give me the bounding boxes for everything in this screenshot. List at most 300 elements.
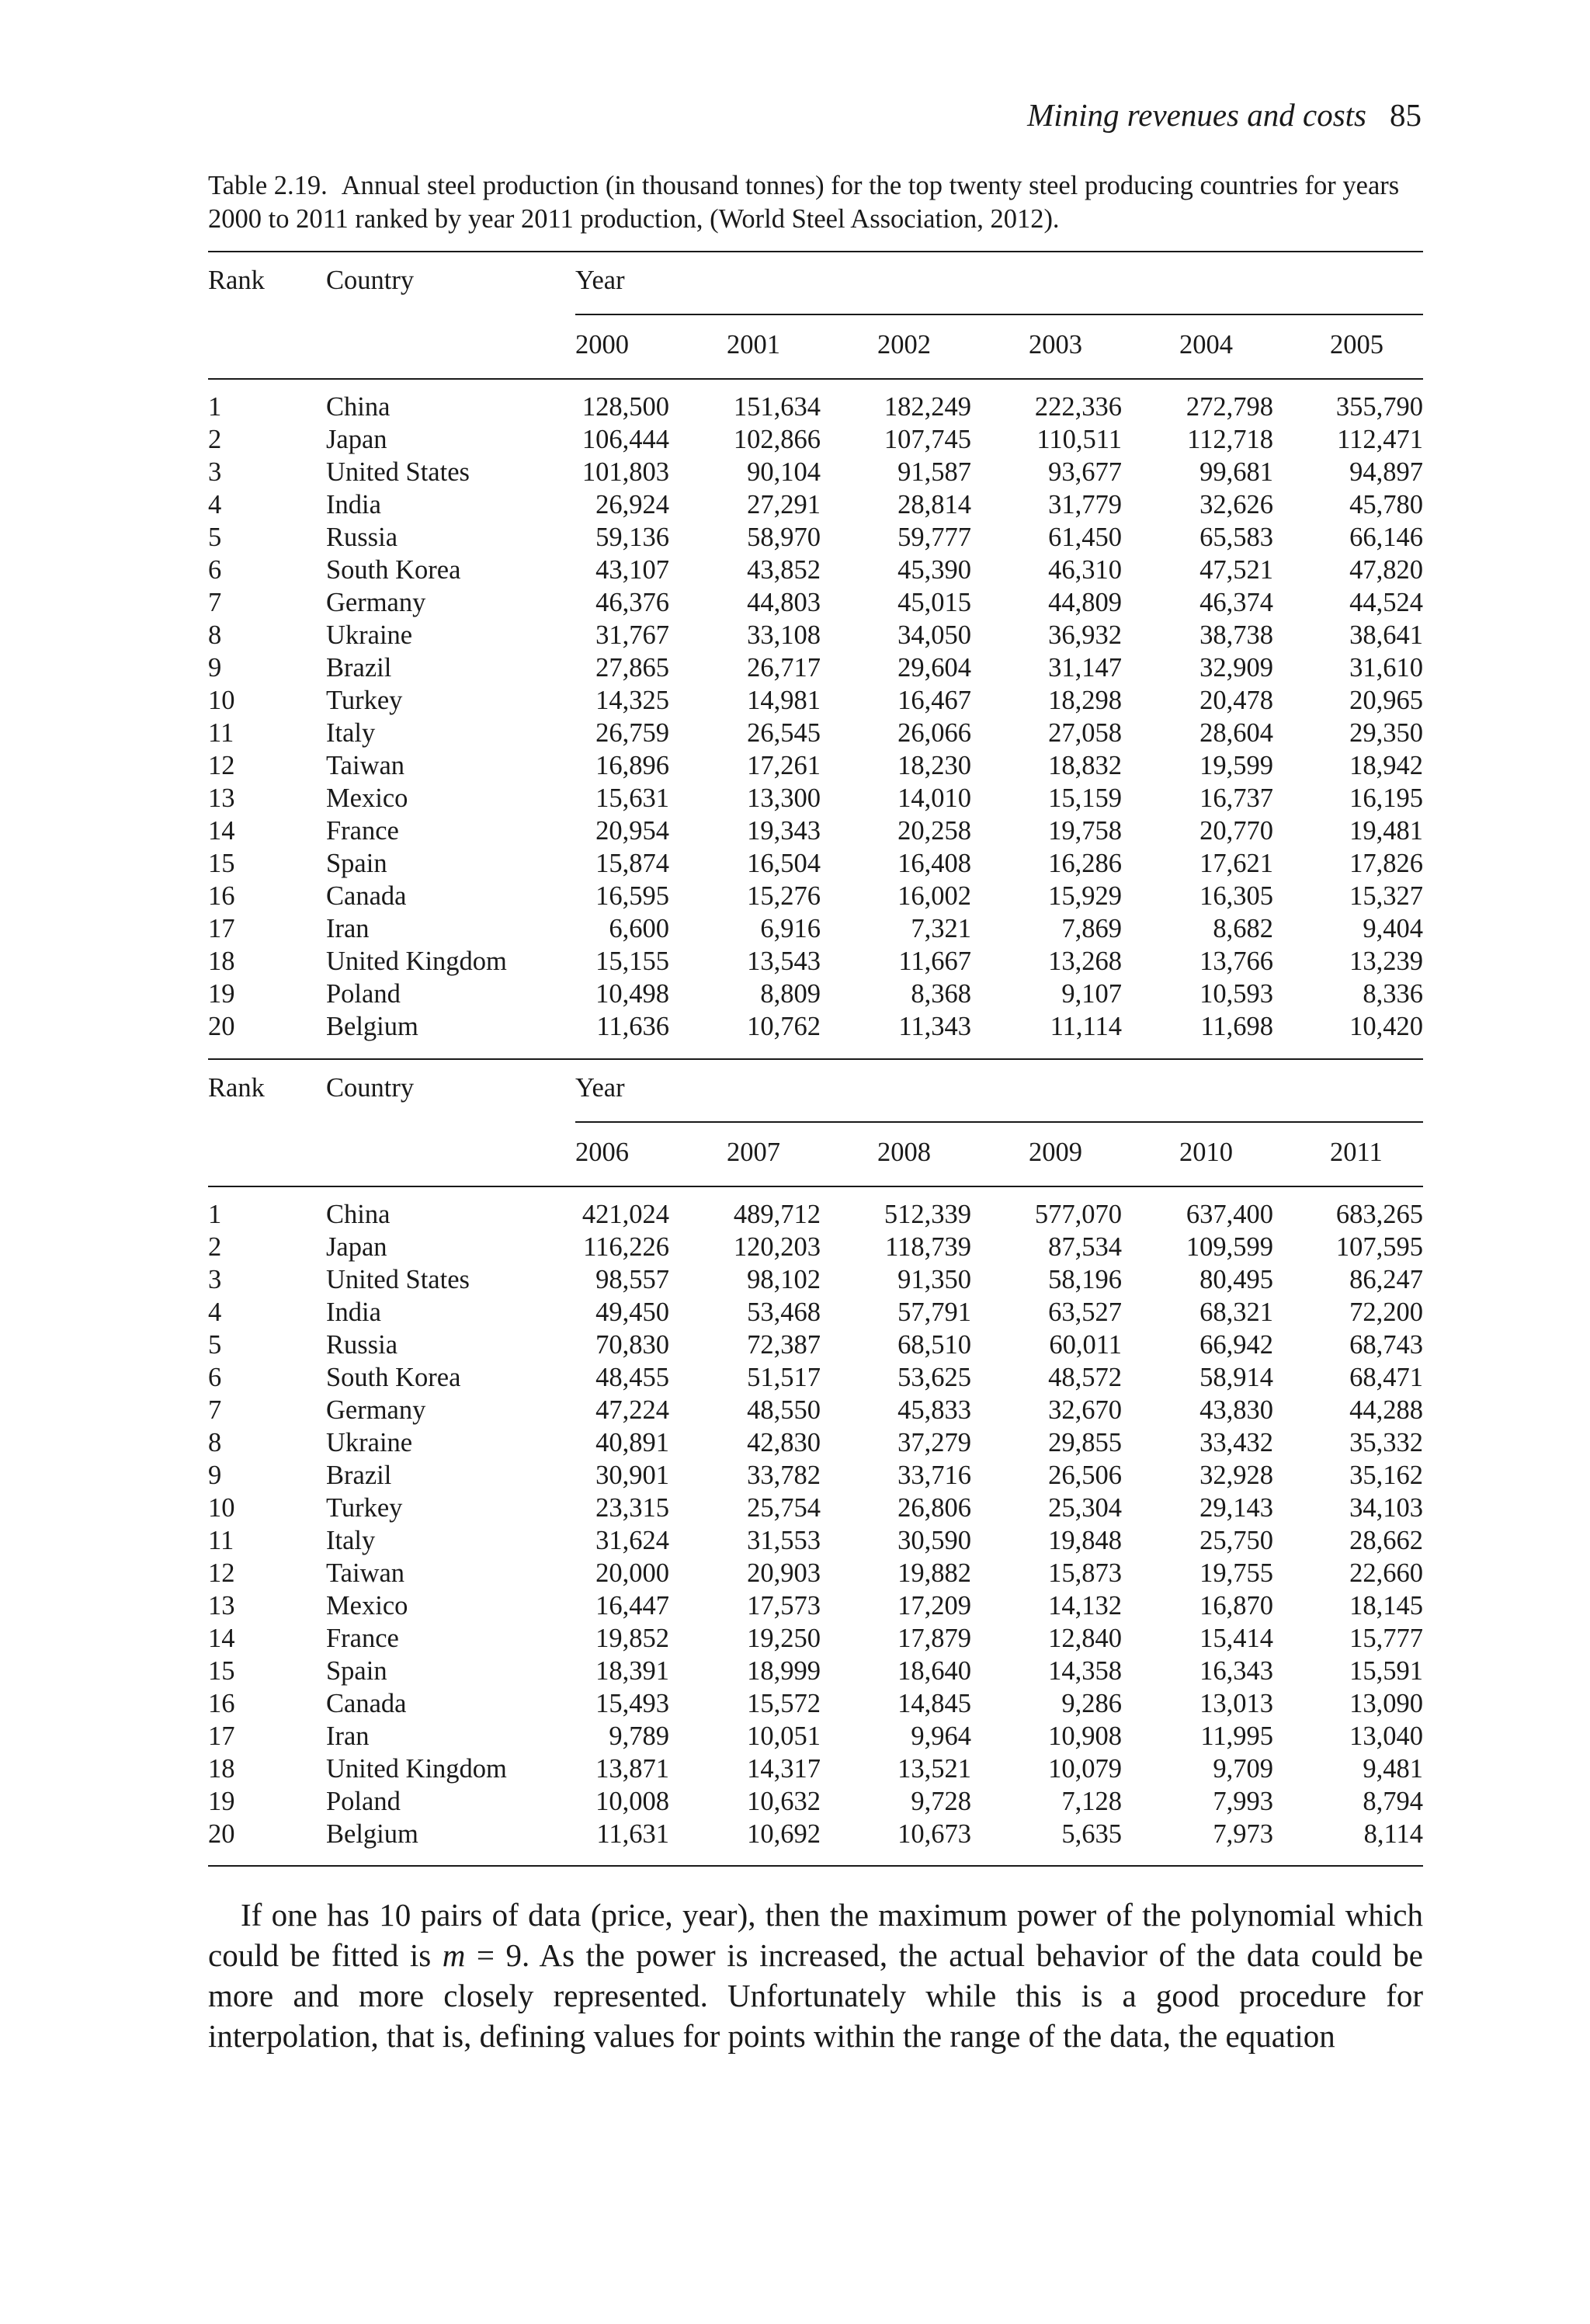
- value-cell: 10,079: [1048, 1754, 1122, 1784]
- value-cell: 14,132: [1048, 1591, 1122, 1621]
- value-cell: 15,572: [747, 1689, 821, 1718]
- country-cell: Turkey: [326, 1493, 403, 1523]
- value-cell: 29,855: [1048, 1428, 1122, 1457]
- table-row: [208, 717, 1423, 749]
- value-cell: 44,288: [1349, 1395, 1423, 1425]
- value-cell: 28,604: [1199, 718, 1273, 748]
- value-cell: 13,766: [1199, 947, 1273, 976]
- value-cell: 16,408: [897, 849, 971, 878]
- value-cell: 7,321: [911, 914, 971, 943]
- rank-cell: 2: [208, 425, 222, 454]
- country-cell: Italy: [326, 1526, 376, 1555]
- rank-cell: 12: [208, 751, 235, 780]
- country-cell: Germany: [326, 1395, 426, 1425]
- year-column-header: 2005: [1330, 330, 1383, 360]
- value-cell: 25,304: [1048, 1493, 1122, 1523]
- country-cell: Italy: [326, 718, 376, 748]
- country-cell: Japan: [326, 1232, 387, 1262]
- value-cell: 33,716: [897, 1461, 971, 1490]
- value-cell: 60,011: [1049, 1330, 1122, 1360]
- rank-cell: 5: [208, 1330, 222, 1360]
- value-cell: 14,981: [747, 686, 821, 715]
- value-cell: 31,147: [1048, 653, 1122, 683]
- value-cell: 9,964: [911, 1721, 971, 1751]
- value-cell: 46,376: [595, 588, 669, 617]
- rank-cell: 19: [208, 1787, 235, 1816]
- value-cell: 33,108: [747, 620, 821, 650]
- rank-cell: 8: [208, 620, 222, 650]
- section-divider-rule: [208, 1058, 1423, 1060]
- value-cell: 18,640: [897, 1656, 971, 1686]
- value-cell: 43,852: [747, 555, 821, 585]
- value-cell: 37,279: [897, 1428, 971, 1457]
- country-cell: Belgium: [326, 1012, 418, 1041]
- value-cell: 13,521: [897, 1754, 971, 1784]
- table-row: [208, 749, 1423, 782]
- value-cell: 13,300: [747, 783, 821, 813]
- value-cell: 34,103: [1349, 1493, 1423, 1523]
- country-cell: France: [326, 816, 399, 846]
- country-cell: South Korea: [326, 1363, 461, 1392]
- value-cell: 43,830: [1199, 1395, 1273, 1425]
- caption-label: Table 2.19.: [208, 171, 328, 200]
- value-cell: 99,681: [1199, 457, 1273, 487]
- value-cell: 66,942: [1199, 1330, 1273, 1360]
- value-cell: 10,673: [897, 1819, 971, 1849]
- value-cell: 9,789: [609, 1721, 669, 1751]
- value-cell: 20,954: [595, 816, 669, 846]
- table-row: [208, 815, 1423, 847]
- value-cell: 32,909: [1199, 653, 1273, 683]
- year-column-header: 2004: [1179, 330, 1233, 360]
- value-cell: 7,973: [1213, 1819, 1273, 1849]
- value-cell: 17,621: [1199, 849, 1273, 878]
- value-cell: 20,770: [1199, 816, 1273, 846]
- year-column-header: 2011: [1330, 1138, 1383, 1167]
- table-row: [208, 912, 1423, 945]
- table-row: [208, 488, 1423, 521]
- country-cell: India: [326, 490, 381, 519]
- country-cell: Brazil: [326, 1461, 392, 1490]
- value-cell: 26,545: [747, 718, 821, 748]
- value-cell: 110,511: [1036, 425, 1122, 454]
- value-cell: 51,517: [747, 1363, 821, 1392]
- value-cell: 15,276: [747, 881, 821, 911]
- year-column-header: 2003: [1029, 330, 1082, 360]
- value-cell: 9,404: [1363, 914, 1423, 943]
- country-cell: Brazil: [326, 653, 392, 683]
- rank-cell: 10: [208, 1493, 235, 1523]
- table-row: [208, 1753, 1423, 1785]
- value-cell: 16,870: [1199, 1591, 1273, 1621]
- value-cell: 48,455: [595, 1363, 669, 1392]
- table-row: [208, 1687, 1423, 1720]
- value-cell: 86,247: [1349, 1265, 1423, 1294]
- value-cell: 15,414: [1199, 1624, 1273, 1653]
- value-cell: 29,350: [1349, 718, 1423, 748]
- value-cell: 16,002: [897, 881, 971, 911]
- value-cell: 11,631: [596, 1819, 669, 1849]
- value-cell: 91,350: [897, 1265, 971, 1294]
- value-cell: 68,510: [897, 1330, 971, 1360]
- country-cell: Spain: [326, 849, 387, 878]
- country-cell: Canada: [326, 1689, 407, 1718]
- value-cell: 8,368: [911, 979, 971, 1009]
- value-cell: 30,901: [595, 1461, 669, 1490]
- value-cell: 107,595: [1335, 1232, 1423, 1262]
- table-row: [208, 684, 1423, 717]
- value-cell: 489,712: [733, 1200, 821, 1229]
- value-cell: 9,286: [1061, 1689, 1122, 1718]
- value-cell: 34,050: [897, 620, 971, 650]
- year-column-header: 2007: [727, 1138, 780, 1167]
- value-cell: 19,755: [1199, 1558, 1273, 1588]
- rank-cell: 5: [208, 523, 222, 552]
- table-row: [208, 1589, 1423, 1622]
- value-cell: 58,914: [1199, 1363, 1273, 1392]
- value-cell: 109,599: [1186, 1232, 1273, 1262]
- value-cell: 12,840: [1048, 1624, 1122, 1653]
- table-row: [208, 1557, 1423, 1589]
- value-cell: 15,591: [1349, 1656, 1423, 1686]
- value-cell: 13,239: [1349, 947, 1423, 976]
- value-cell: 26,066: [897, 718, 971, 748]
- value-cell: 59,136: [595, 523, 669, 552]
- value-cell: 91,587: [897, 457, 971, 487]
- year-column-header: 2009: [1029, 1138, 1082, 1167]
- value-cell: 38,738: [1199, 620, 1273, 650]
- rank-cell: 18: [208, 947, 235, 976]
- country-cell: United Kingdom: [326, 947, 507, 976]
- value-cell: 87,534: [1048, 1232, 1122, 1262]
- table-row: [208, 456, 1423, 488]
- table-row: [208, 847, 1423, 880]
- table-row: [208, 1818, 1423, 1850]
- rank-cell: 14: [208, 1624, 235, 1653]
- table-row: [208, 586, 1423, 619]
- rank-cell: 14: [208, 816, 235, 846]
- year-header: Year: [575, 1073, 625, 1103]
- value-cell: 61,450: [1048, 523, 1122, 552]
- table-row: [208, 978, 1423, 1010]
- value-cell: 13,543: [747, 947, 821, 976]
- value-cell: 20,903: [747, 1558, 821, 1588]
- rank-cell: 8: [208, 1428, 222, 1457]
- country-cell: Germany: [326, 588, 426, 617]
- value-cell: 35,162: [1349, 1461, 1423, 1490]
- value-cell: 10,762: [747, 1012, 821, 1041]
- table-row: [208, 1622, 1423, 1655]
- year-column-header: 2008: [877, 1138, 931, 1167]
- rank-cell: 17: [208, 914, 235, 943]
- table-row: [208, 651, 1423, 684]
- value-cell: 6,916: [760, 914, 821, 943]
- rank-header: Rank: [208, 1073, 265, 1103]
- value-cell: 49,450: [595, 1297, 669, 1327]
- country-cell: South Korea: [326, 555, 461, 585]
- value-cell: 33,432: [1199, 1428, 1273, 1457]
- year-rule: [575, 1121, 1423, 1123]
- year-column-header: 2002: [877, 330, 931, 360]
- value-cell: 32,670: [1048, 1395, 1122, 1425]
- rank-cell: 6: [208, 555, 222, 585]
- value-cell: 19,250: [747, 1624, 821, 1653]
- country-cell: Japan: [326, 425, 387, 454]
- table-row: [208, 1231, 1423, 1263]
- value-cell: 44,803: [747, 588, 821, 617]
- value-cell: 25,754: [747, 1493, 821, 1523]
- table-row: [208, 1296, 1423, 1329]
- value-cell: 53,468: [747, 1297, 821, 1327]
- value-cell: 16,286: [1048, 849, 1122, 878]
- value-cell: 31,553: [747, 1526, 821, 1555]
- value-cell: 683,265: [1335, 1200, 1423, 1229]
- table-row: [208, 1010, 1423, 1043]
- rank-cell: 1: [208, 1200, 222, 1229]
- rank-cell: 13: [208, 1591, 235, 1621]
- value-cell: 93,677: [1048, 457, 1122, 487]
- value-cell: 10,593: [1199, 979, 1273, 1009]
- value-cell: 14,010: [897, 783, 971, 813]
- table-row: [208, 1198, 1423, 1231]
- value-cell: 19,343: [747, 816, 821, 846]
- value-cell: 10,632: [747, 1787, 821, 1816]
- value-cell: 101,803: [581, 457, 669, 487]
- country-cell: Turkey: [326, 686, 403, 715]
- rank-cell: 1: [208, 392, 222, 422]
- value-cell: 94,897: [1349, 457, 1423, 487]
- table-row: [208, 1492, 1423, 1524]
- table-row: [208, 880, 1423, 912]
- value-cell: 16,195: [1349, 783, 1423, 813]
- value-cell: 15,327: [1349, 881, 1423, 911]
- value-cell: 17,261: [747, 751, 821, 780]
- value-cell: 112,718: [1187, 425, 1273, 454]
- value-cell: 16,447: [595, 1591, 669, 1621]
- country-cell: Ukraine: [326, 620, 413, 650]
- table-row: [208, 782, 1423, 815]
- value-cell: 42,830: [747, 1428, 821, 1457]
- rank-cell: 15: [208, 1656, 235, 1686]
- value-cell: 20,965: [1349, 686, 1423, 715]
- country-cell: United States: [326, 457, 470, 487]
- value-cell: 26,806: [897, 1493, 971, 1523]
- value-cell: 45,390: [897, 555, 971, 585]
- value-cell: 9,709: [1213, 1754, 1273, 1784]
- value-cell: 72,200: [1349, 1297, 1423, 1327]
- value-cell: 11,995: [1200, 1721, 1273, 1751]
- value-cell: 19,758: [1048, 816, 1122, 846]
- rank-cell: 11: [208, 1526, 234, 1555]
- year-header: Year: [575, 266, 625, 295]
- rank-cell: 3: [208, 457, 222, 487]
- value-cell: 31,767: [595, 620, 669, 650]
- running-header: [1027, 92, 1422, 138]
- value-cell: 15,631: [595, 783, 669, 813]
- value-cell: 15,155: [595, 947, 669, 976]
- value-cell: 26,924: [595, 490, 669, 519]
- value-cell: 47,521: [1199, 555, 1273, 585]
- table-row: [208, 1524, 1423, 1557]
- value-cell: 90,104: [747, 457, 821, 487]
- value-cell: 16,343: [1199, 1656, 1273, 1686]
- value-cell: 16,305: [1199, 881, 1273, 911]
- value-cell: 11,343: [898, 1012, 971, 1041]
- rank-cell: 2: [208, 1232, 222, 1262]
- value-cell: 120,203: [733, 1232, 821, 1262]
- value-cell: 5,635: [1061, 1819, 1122, 1849]
- value-cell: 10,498: [595, 979, 669, 1009]
- table-row: [208, 423, 1423, 456]
- table-row: [208, 1459, 1423, 1492]
- country-cell: India: [326, 1297, 381, 1327]
- value-cell: 18,391: [595, 1656, 669, 1686]
- value-cell: 222,336: [1034, 392, 1122, 422]
- value-cell: 13,040: [1349, 1721, 1423, 1751]
- value-cell: 106,444: [581, 425, 669, 454]
- table-row: [208, 554, 1423, 586]
- header-bottom-rule: [208, 1186, 1423, 1187]
- value-cell: 18,298: [1048, 686, 1122, 715]
- value-cell: 48,550: [747, 1395, 821, 1425]
- value-cell: 8,336: [1363, 979, 1423, 1009]
- table-caption: [208, 169, 1423, 236]
- value-cell: 7,128: [1061, 1787, 1122, 1816]
- value-cell: 38,641: [1349, 620, 1423, 650]
- value-cell: 8,682: [1213, 914, 1273, 943]
- table-row: [208, 521, 1423, 554]
- table-row: [208, 1655, 1423, 1687]
- value-cell: 18,832: [1048, 751, 1122, 780]
- rank-cell: 7: [208, 588, 222, 617]
- value-cell: 14,845: [897, 1689, 971, 1718]
- value-cell: 19,599: [1199, 751, 1273, 780]
- value-cell: 20,000: [595, 1558, 669, 1588]
- value-cell: 63,527: [1048, 1297, 1122, 1327]
- year-column-header: 2000: [575, 330, 629, 360]
- table-top-rule: [208, 251, 1423, 252]
- table-row: [208, 1720, 1423, 1753]
- value-cell: 577,070: [1034, 1200, 1122, 1229]
- value-cell: 17,879: [897, 1624, 971, 1653]
- table-row: [208, 619, 1423, 651]
- value-cell: 128,500: [581, 392, 669, 422]
- value-cell: 15,874: [595, 849, 669, 878]
- value-cell: 80,495: [1199, 1265, 1273, 1294]
- value-cell: 19,481: [1349, 816, 1423, 846]
- math-equals: = 9: [465, 1937, 522, 1973]
- value-cell: 17,573: [747, 1591, 821, 1621]
- value-cell: 57,791: [897, 1297, 971, 1327]
- value-cell: 20,478: [1199, 686, 1273, 715]
- value-cell: 637,400: [1186, 1200, 1273, 1229]
- value-cell: 18,145: [1349, 1591, 1423, 1621]
- paragraph-text-1: If one has 10 pairs of data (price, year), then the maximum power of the polynomial which could be fitted is: [208, 1897, 1423, 1973]
- value-cell: 6,600: [609, 914, 669, 943]
- value-cell: 10,420: [1349, 1012, 1423, 1041]
- year-rule: [575, 314, 1423, 315]
- value-cell: 53,625: [897, 1363, 971, 1392]
- country-cell: Russia: [326, 523, 398, 552]
- table-row: [208, 945, 1423, 978]
- value-cell: 59,777: [897, 523, 971, 552]
- value-cell: 182,249: [884, 392, 971, 422]
- table-bottom-rule: [208, 1865, 1423, 1867]
- value-cell: 10,908: [1048, 1721, 1122, 1751]
- rank-cell: 7: [208, 1395, 222, 1425]
- value-cell: 31,610: [1349, 653, 1423, 683]
- value-cell: 18,999: [747, 1656, 821, 1686]
- value-cell: 9,728: [911, 1787, 971, 1816]
- country-cell: United States: [326, 1265, 470, 1294]
- rank-cell: 17: [208, 1721, 235, 1751]
- value-cell: 10,008: [595, 1787, 669, 1816]
- country-cell: Poland: [326, 1787, 401, 1816]
- rank-cell: 16: [208, 1689, 235, 1718]
- value-cell: 28,814: [897, 490, 971, 519]
- country-cell: Iran: [326, 1721, 370, 1751]
- rank-header: Rank: [208, 266, 265, 295]
- value-cell: 20,258: [897, 816, 971, 846]
- country-cell: Taiwan: [326, 1558, 405, 1588]
- value-cell: 15,493: [595, 1689, 669, 1718]
- rank-cell: 20: [208, 1819, 235, 1849]
- value-cell: 13,871: [595, 1754, 669, 1784]
- value-cell: 15,159: [1048, 783, 1122, 813]
- value-cell: 18,942: [1349, 751, 1423, 780]
- value-cell: 13,090: [1349, 1689, 1423, 1718]
- value-cell: 45,780: [1349, 490, 1423, 519]
- country-cell: Belgium: [326, 1819, 418, 1849]
- value-cell: 8,794: [1363, 1787, 1423, 1816]
- value-cell: 44,524: [1349, 588, 1423, 617]
- rank-cell: 11: [208, 718, 234, 748]
- country-header: Country: [326, 266, 415, 295]
- value-cell: 29,143: [1199, 1493, 1273, 1523]
- value-cell: 68,321: [1199, 1297, 1273, 1327]
- value-cell: 22,660: [1349, 1558, 1423, 1588]
- value-cell: 36,932: [1048, 620, 1122, 650]
- value-cell: 48,572: [1048, 1363, 1122, 1392]
- rank-cell: 9: [208, 653, 222, 683]
- table-row: [208, 1263, 1423, 1296]
- country-cell: China: [326, 1200, 391, 1229]
- value-cell: 72,387: [747, 1330, 821, 1360]
- value-cell: 27,865: [595, 653, 669, 683]
- table-row: [208, 1426, 1423, 1459]
- value-cell: 65,583: [1199, 523, 1273, 552]
- math-variable: m: [442, 1937, 466, 1973]
- country-cell: United Kingdom: [326, 1754, 507, 1784]
- value-cell: 8,809: [760, 979, 821, 1009]
- country-header: Country: [326, 1073, 415, 1103]
- value-cell: 8,114: [1363, 1819, 1423, 1849]
- value-cell: 58,970: [747, 523, 821, 552]
- value-cell: 58,196: [1048, 1265, 1122, 1294]
- country-cell: Mexico: [326, 1591, 408, 1621]
- value-cell: 9,481: [1363, 1754, 1423, 1784]
- rank-cell: 12: [208, 1558, 235, 1588]
- value-cell: 47,820: [1349, 555, 1423, 585]
- value-cell: 31,624: [595, 1526, 669, 1555]
- value-cell: 11,114: [1050, 1012, 1122, 1041]
- value-cell: 11,636: [596, 1012, 669, 1041]
- value-cell: 14,317: [747, 1754, 821, 1784]
- rank-cell: 19: [208, 979, 235, 1009]
- value-cell: 7,869: [1061, 914, 1122, 943]
- body-paragraph: [208, 1895, 1423, 2056]
- value-cell: 26,717: [747, 653, 821, 683]
